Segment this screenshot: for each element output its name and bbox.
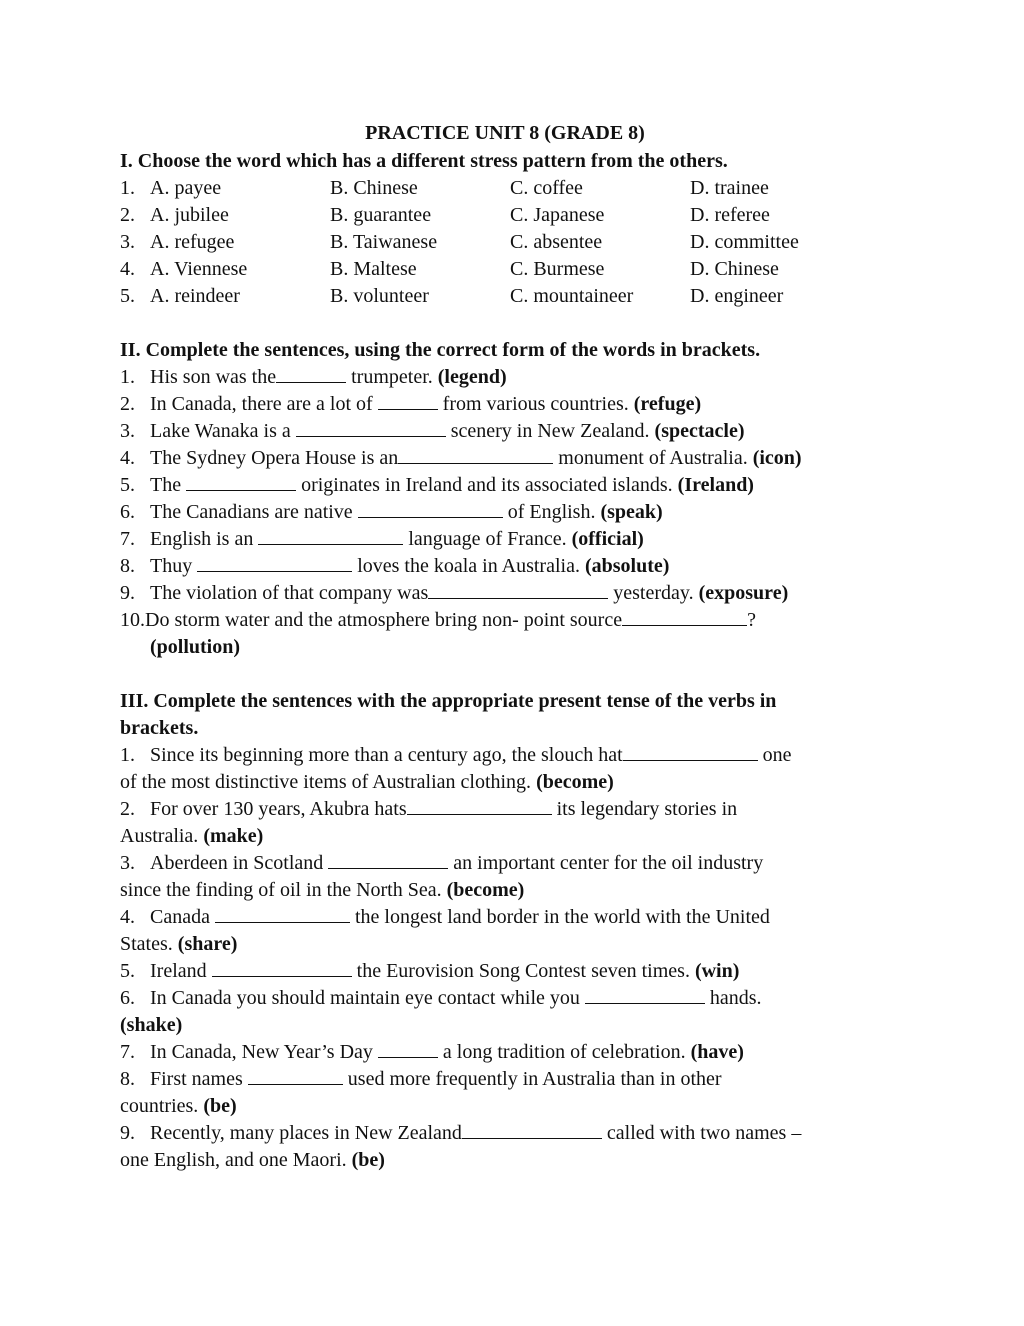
- answer-blank[interactable]: [328, 850, 448, 869]
- sentence-text: Do storm water and the atmosphere bring non- point source: [145, 609, 623, 631]
- answer-blank[interactable]: [428, 580, 608, 599]
- word-hint: (speak): [600, 501, 663, 523]
- sentence-item: [120, 418, 910, 445]
- sentence-text: countries.: [120, 1095, 204, 1117]
- sentence-item: [120, 364, 910, 391]
- answer-blank[interactable]: [407, 796, 552, 815]
- option-a: A. refugee: [150, 231, 235, 253]
- word-hint: (pollution): [150, 636, 241, 658]
- word-hint: (win): [694, 960, 740, 982]
- option-b: B. Maltese: [330, 258, 417, 280]
- item-number: 5.: [120, 960, 135, 982]
- sentence-text: In Canada you should maintain eye contact while you: [150, 987, 585, 1009]
- verb-item: [120, 742, 910, 769]
- answer-blank[interactable]: [276, 364, 346, 383]
- item-number: 8.: [120, 555, 135, 577]
- sentence-text: In Canada, there are a lot of: [150, 393, 378, 415]
- row-number: 5.: [120, 285, 135, 307]
- verb-item: [120, 850, 910, 877]
- item-number: 6.: [120, 501, 135, 523]
- sentence-item: [120, 472, 910, 499]
- sentence-text: from various countries.: [437, 393, 634, 415]
- sentence-text: Since its beginning more than a century ago, the slouch hat: [150, 744, 623, 766]
- option-a: A. Viennese: [150, 258, 248, 280]
- sentence-item-continued: [120, 634, 910, 661]
- option-a: A. jubilee: [150, 204, 229, 226]
- sentence-text: Ireland: [150, 960, 212, 982]
- sentence-text: States.: [120, 933, 178, 955]
- sentence-text: For over 130 years, Akubra hats: [150, 798, 407, 820]
- option-d: D. trainee: [690, 177, 769, 199]
- sentence-item: [120, 499, 910, 526]
- sentence-text: Recently, many places in New Zealand: [150, 1122, 462, 1144]
- sentence-item: [120, 553, 910, 580]
- word-hint: (share): [177, 933, 238, 955]
- verb-item-continued: [120, 769, 910, 796]
- option-d: D. Chinese: [690, 258, 779, 280]
- item-number: 4.: [120, 447, 135, 469]
- answer-blank[interactable]: [186, 472, 296, 491]
- sentence-text: scenery in New Zealand.: [445, 420, 655, 442]
- answer-blank[interactable]: [622, 607, 747, 626]
- option-c: C. coffee: [510, 177, 583, 199]
- stress-row-4: [120, 256, 910, 283]
- section-3-heading: III. Complete the sentences with the appropriate present tense of the verbs in: [120, 690, 777, 712]
- sentence-text: The Canadians are native: [150, 501, 358, 523]
- word-hint: (make): [203, 825, 264, 847]
- sentence-text: Canada: [150, 906, 215, 928]
- word-hint: (have): [690, 1041, 744, 1063]
- row-number: 1.: [120, 177, 135, 199]
- section-2-heading: II. Complete the sentences, using the correct form of the words in brackets.: [120, 339, 761, 361]
- verb-item-continued: [120, 1093, 910, 1120]
- sentence-text: of the most distinctive items of Australian clothing.: [120, 771, 537, 793]
- option-b: B. Chinese: [330, 177, 418, 199]
- verb-item: [120, 904, 910, 931]
- option-d: D. committee: [690, 231, 799, 253]
- sentence-text: used more frequently in Australia than in other: [342, 1068, 722, 1090]
- option-d: D. engineer: [690, 285, 784, 307]
- option-c: C. mountaineer: [510, 285, 634, 307]
- sentence-text: ?: [747, 609, 756, 631]
- item-number: 8.: [120, 1068, 135, 1090]
- sentence-text: since the finding of oil in the North Sea.: [120, 879, 447, 901]
- sentence-text: Aberdeen in Scotland: [150, 852, 329, 874]
- section-3-heading-continued: brackets.: [120, 717, 199, 739]
- answer-blank[interactable]: [462, 1120, 602, 1139]
- option-b: B. volunteer: [330, 285, 429, 307]
- sentence-text: called with two names –: [601, 1122, 802, 1144]
- verb-item-continued: [120, 931, 910, 958]
- answer-blank[interactable]: [378, 391, 438, 410]
- word-hint: (spectacle): [654, 420, 745, 442]
- verb-item: [120, 958, 910, 985]
- word-hint: (icon): [752, 447, 802, 469]
- option-a: A. reindeer: [150, 285, 240, 307]
- word-hint: (official): [571, 528, 644, 550]
- verb-item: [120, 1066, 910, 1093]
- sentence-text: the Eurovision Song Contest seven times.: [351, 960, 695, 982]
- sentence-text: The: [150, 474, 187, 496]
- verb-item: [120, 1120, 910, 1147]
- sentence-text: The Sydney Opera House is an: [150, 447, 399, 469]
- sentence-item: [120, 607, 910, 634]
- sentence-text: language of France.: [403, 528, 572, 550]
- sentence-text: trumpeter.: [346, 366, 438, 388]
- word-hint: (absolute): [584, 555, 670, 577]
- sentence-text: one: [757, 744, 792, 766]
- option-b: B. Taiwanese: [330, 231, 438, 253]
- sentence-text: originates in Ireland and its associated islands.: [296, 474, 678, 496]
- item-number: 3.: [120, 420, 135, 442]
- verb-item-continued: [120, 877, 910, 904]
- item-number: 1.: [120, 744, 135, 766]
- row-number: 3.: [120, 231, 135, 253]
- verb-item: [120, 985, 910, 1012]
- word-hint: (Ireland): [677, 474, 754, 496]
- item-number: 4.: [120, 906, 135, 928]
- page-title: PRACTICE UNIT 8 (GRADE 8): [365, 122, 645, 144]
- answer-blank[interactable]: [623, 742, 758, 761]
- answer-blank[interactable]: [197, 553, 352, 572]
- word-hint: (become): [536, 771, 614, 793]
- item-number: 6.: [120, 987, 135, 1009]
- sentence-item: [120, 391, 910, 418]
- answer-blank[interactable]: [258, 526, 403, 545]
- stress-row-3: [120, 229, 910, 256]
- word-hint: (shake): [120, 1014, 183, 1036]
- sentence-text: the longest land border in the world with the United: [349, 906, 770, 928]
- sentence-text: English is an: [150, 528, 259, 550]
- word-hint: (be): [351, 1149, 385, 1171]
- row-number: 2.: [120, 204, 135, 226]
- item-number: 2.: [120, 393, 135, 415]
- item-number: 3.: [120, 852, 135, 874]
- stress-row-1: [120, 175, 910, 202]
- answer-blank[interactable]: [398, 445, 553, 464]
- sentence-text: its legendary stories in: [551, 798, 738, 820]
- answer-blank[interactable]: [585, 985, 705, 1004]
- option-a: A. payee: [150, 177, 222, 199]
- answer-blank[interactable]: [215, 904, 350, 923]
- word-hint: (refuge): [633, 393, 702, 415]
- item-number: 9.: [120, 582, 135, 604]
- sentence-item: [120, 445, 910, 472]
- option-c: C. absentee: [510, 231, 603, 253]
- item-number: 1.: [120, 366, 135, 388]
- sentence-text: Lake Wanaka is a: [150, 420, 296, 442]
- item-number: 9.: [120, 1122, 135, 1144]
- sentence-text: one English, and one Maori.: [120, 1149, 352, 1171]
- option-c: C. Japanese: [510, 204, 605, 226]
- sentence-item: [120, 526, 910, 553]
- verb-item: [120, 1039, 910, 1066]
- answer-blank[interactable]: [358, 499, 503, 518]
- answer-blank[interactable]: [212, 958, 352, 977]
- sentence-text: hands.: [704, 987, 762, 1009]
- answer-blank[interactable]: [296, 418, 446, 437]
- verb-item-continued: [120, 1147, 910, 1174]
- verb-item-continued: [120, 823, 910, 850]
- option-b: B. guarantee: [330, 204, 432, 226]
- answer-blank[interactable]: [248, 1066, 343, 1085]
- sentence-text: Australia.: [120, 825, 204, 847]
- row-number: 4.: [120, 258, 135, 280]
- stress-row-5: [120, 283, 910, 310]
- item-number: 7.: [120, 528, 135, 550]
- sentence-text: of English.: [502, 501, 601, 523]
- item-number: 7.: [120, 1041, 135, 1063]
- sentence-text: In Canada, New Year’s Day: [150, 1041, 378, 1063]
- sentence-text: an important center for the oil industry: [448, 852, 764, 874]
- item-number: 5.: [120, 474, 135, 496]
- sentence-text: Thuy: [150, 555, 198, 577]
- sentence-text: loves the koala in Australia.: [352, 555, 585, 577]
- option-d: D. referee: [690, 204, 770, 226]
- answer-blank[interactable]: [378, 1039, 438, 1058]
- sentence-text: a long tradition of celebration.: [437, 1041, 691, 1063]
- sentence-text: monument of Australia.: [553, 447, 753, 469]
- verb-item-continued: [120, 1012, 910, 1039]
- sentence-text: yesterday.: [608, 582, 699, 604]
- option-c: C. Burmese: [510, 258, 605, 280]
- sentence-item: [120, 580, 910, 607]
- word-hint: (exposure): [698, 582, 789, 604]
- item-number: 2.: [120, 798, 135, 820]
- sentence-text: His son was the: [150, 366, 277, 388]
- sentence-text: First names: [150, 1068, 248, 1090]
- section-1-heading: I. Choose the word which has a different stress pattern from the others.: [120, 150, 728, 172]
- item-number: 10.: [120, 609, 145, 631]
- verb-item: [120, 796, 910, 823]
- stress-row-2: [120, 202, 910, 229]
- sentence-text: The violation of that company was: [150, 582, 429, 604]
- word-hint: (become): [446, 879, 525, 901]
- word-hint: (legend): [437, 366, 507, 388]
- worksheet: [120, 118, 910, 1174]
- word-hint: (be): [203, 1095, 237, 1117]
